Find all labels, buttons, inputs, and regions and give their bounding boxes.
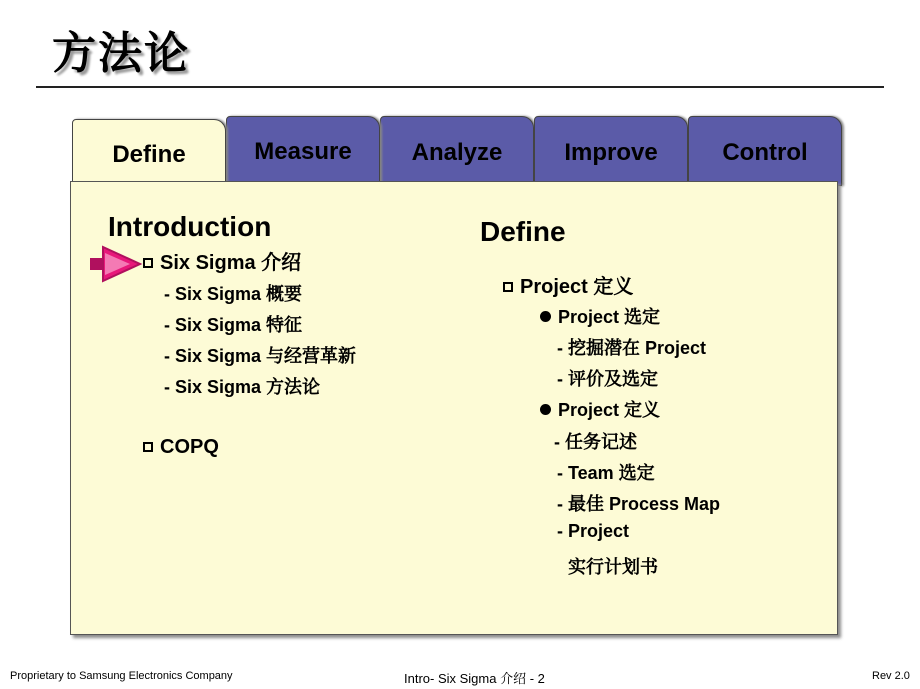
intro-item-six-sigma-text: Six Sigma 介绍	[160, 252, 302, 274]
tab-define-label: Define	[112, 141, 186, 168]
checkbox-bullet-icon	[503, 282, 513, 292]
define-heading: Define	[480, 216, 566, 247]
intro-item-six-sigma	[143, 246, 301, 275]
tab-improve[interactable]	[534, 116, 688, 186]
define-sub-item: - 评价及选定	[557, 369, 658, 389]
intro-sub-item: - Six Sigma 方法论	[164, 377, 321, 397]
intro-sub-item: - Six Sigma 特征	[164, 315, 303, 335]
define-sub-item: 实行计划书	[568, 557, 658, 577]
arrow-pointer-icon	[88, 244, 144, 284]
define-sub-item: - Project	[557, 521, 630, 541]
checkbox-bullet-icon	[143, 442, 153, 452]
define-bullet-define-text: Project 定义	[558, 400, 661, 420]
define-sub-item: - 最佳 Process Map	[557, 494, 721, 514]
dot-bullet-icon	[540, 404, 551, 415]
footer-revision: Rev 2.0	[872, 670, 910, 682]
define-sub-item: - 挖掘潜在 Project	[557, 338, 707, 358]
define-bullet-select-text: Project 选定	[558, 307, 661, 327]
tab-improve-label: Improve	[564, 139, 658, 166]
tab-measure[interactable]	[226, 116, 380, 186]
tab-control[interactable]	[688, 116, 842, 186]
intro-sub-item: - Six Sigma 与经营革新	[164, 346, 357, 366]
tab-define[interactable]	[72, 119, 226, 185]
footer-proprietary: Proprietary to Samsung Electronics Company	[10, 670, 233, 682]
tab-analyze[interactable]	[380, 116, 534, 186]
define-sub-item: - 任务记述	[554, 432, 637, 452]
define-item-project	[503, 270, 633, 299]
checkbox-bullet-icon	[143, 258, 153, 268]
define-bullet-define	[540, 396, 660, 422]
intro-sub-item: - Six Sigma 概要	[164, 284, 303, 304]
intro-item-copq-text: COPQ	[160, 436, 219, 458]
title-divider	[36, 86, 884, 88]
footer-page-label: Intro- Six Sigma 介绍 - 2	[404, 671, 545, 686]
define-item-project-text: Project 定义	[520, 276, 634, 298]
tab-control-label: Control	[722, 139, 808, 166]
tab-measure-label: Measure	[254, 138, 352, 165]
intro-item-copq	[143, 436, 219, 459]
intro-heading: Introduction	[108, 211, 272, 242]
tab-analyze-label: Analyze	[411, 139, 503, 166]
page-title: 方法论	[52, 29, 190, 78]
dot-bullet-icon	[540, 311, 551, 322]
define-sub-item: - Team 选定	[557, 463, 655, 483]
define-bullet-select	[540, 303, 660, 329]
